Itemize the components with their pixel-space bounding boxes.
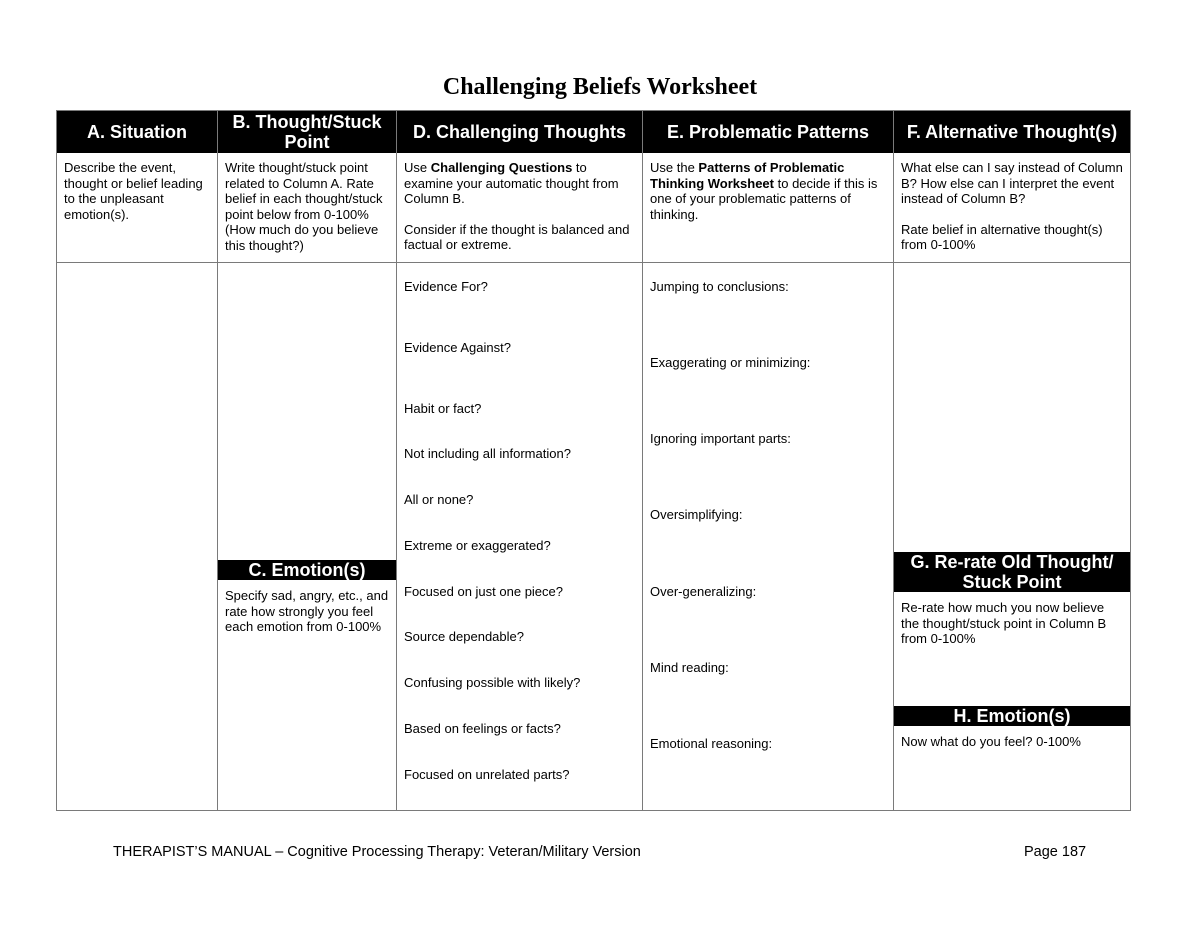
column-d-desc-text-2: Consider if the thought is balanced and factual or extreme. xyxy=(404,221,630,252)
column-d xyxy=(397,111,643,810)
column-f-header: F. Alternative Thought(s) xyxy=(894,111,1130,153)
question-evidence-against: Evidence Against? xyxy=(404,340,511,355)
column-d-header: D. Challenging Thoughts xyxy=(397,111,642,153)
column-e-desc-text xyxy=(650,160,886,222)
column-e-description xyxy=(643,153,893,263)
column-b-header xyxy=(218,111,396,153)
column-h-header: H. Emotion(s) xyxy=(894,706,1130,726)
pattern-ignoring-parts: Ignoring important parts: xyxy=(650,431,791,446)
pattern-exaggerating: Exaggerating or minimizing: xyxy=(650,355,811,370)
column-f-description xyxy=(894,153,1130,263)
column-a-desc-text: Describe the event, thought or belief leading to the unpleasant emotion(s). xyxy=(64,160,203,222)
column-g-header-line1: G. Re-rate Old Thought/ xyxy=(910,552,1114,572)
column-f xyxy=(894,111,1130,810)
column-b-desc-text: Write thought/stuck point related to Column A. Rate belief in each thought/stuck point below from 0-100% (How much do you believe this thought?) xyxy=(225,160,383,253)
footer-page-number: Page 187 xyxy=(1024,844,1087,860)
column-a-answer-area[interactable] xyxy=(57,263,217,810)
column-f-desc-text: What else can I say instead of Column B? How else can I interpret the event instead of Column B? xyxy=(901,160,1123,206)
column-e-desc-pre: Use the xyxy=(650,160,699,175)
pattern-mind-reading: Mind reading: xyxy=(650,660,729,675)
question-not-including-info: Not including all information? xyxy=(404,446,571,461)
column-b-header-line1: B. Thought/Stuck xyxy=(232,112,382,132)
column-a xyxy=(57,111,218,810)
question-source: Source dependable? xyxy=(404,629,524,644)
column-g-description: Re-rate how much you now believe the thought/stuck point in Column B from 0-100% xyxy=(901,600,1107,646)
column-d-desc-pre: Use xyxy=(404,160,431,175)
column-d-desc-post: to examine your automatic thought from Column B. xyxy=(404,160,619,206)
pattern-jumping-to-conclusions: Jumping to conclusions: xyxy=(650,279,789,294)
worksheet-table xyxy=(56,110,1131,811)
column-e-answer-area[interactable] xyxy=(643,263,893,810)
column-c-header: C. Emotion(s) xyxy=(218,560,396,580)
worksheet-title: Challenging Beliefs Worksheet xyxy=(442,74,758,100)
question-extreme: Extreme or exaggerated? xyxy=(404,538,551,553)
question-unrelated-parts: Focused on unrelated parts? xyxy=(404,767,570,782)
challenging-questions-ref: Challenging Questions xyxy=(430,160,573,175)
question-evidence-for: Evidence For? xyxy=(404,279,488,294)
pattern-over-generalizing: Over-generalizing: xyxy=(650,584,757,599)
pattern-oversimplifying: Oversimplifying: xyxy=(650,507,743,522)
column-d-desc-text xyxy=(404,160,635,207)
column-d-answer-area[interactable] xyxy=(397,263,642,810)
column-c-description: Specify sad, angry, etc., and rate how strongly you feel each emotion from 0-100% xyxy=(225,588,389,634)
column-g-header-line2: Stuck Point xyxy=(962,572,1062,592)
question-habit-or-fact: Habit or fact? xyxy=(404,401,482,416)
column-e xyxy=(643,111,894,810)
column-b-answer-area[interactable] xyxy=(218,263,396,810)
footer-manual-title: THERAPIST’S MANUAL – Cognitive Processing Therapy: Veteran/Military Version xyxy=(113,844,641,860)
question-feelings-facts: Based on feelings or facts? xyxy=(404,721,561,736)
column-b-description xyxy=(218,153,396,263)
column-a-header: A. Situation xyxy=(57,111,217,153)
column-f-answer-area[interactable] xyxy=(894,263,1130,810)
column-b xyxy=(218,111,397,810)
pattern-emotional-reasoning: Emotional reasoning: xyxy=(650,736,773,751)
column-g-header xyxy=(894,552,1130,592)
column-e-header: E. Problematic Patterns xyxy=(643,111,893,153)
patterns-worksheet-ref: Patterns of Problematic Thinking Worksheet xyxy=(650,160,845,191)
column-f-desc-text-2: Rate belief in alternative thought(s) from 0-100% xyxy=(901,221,1103,252)
column-e-desc-post: to decide if this is one of your problematic patterns of thinking. xyxy=(650,175,878,222)
question-one-piece: Focused on just one piece? xyxy=(404,584,563,599)
column-d-description xyxy=(397,153,642,263)
column-a-description xyxy=(57,153,217,263)
column-h-description: Now what do you feel? 0-100% xyxy=(901,734,1081,749)
column-b-header-line2: Point xyxy=(284,132,330,152)
question-all-or-none: All or none? xyxy=(404,492,474,507)
question-possible-likely: Confusing possible with likely? xyxy=(404,675,581,690)
